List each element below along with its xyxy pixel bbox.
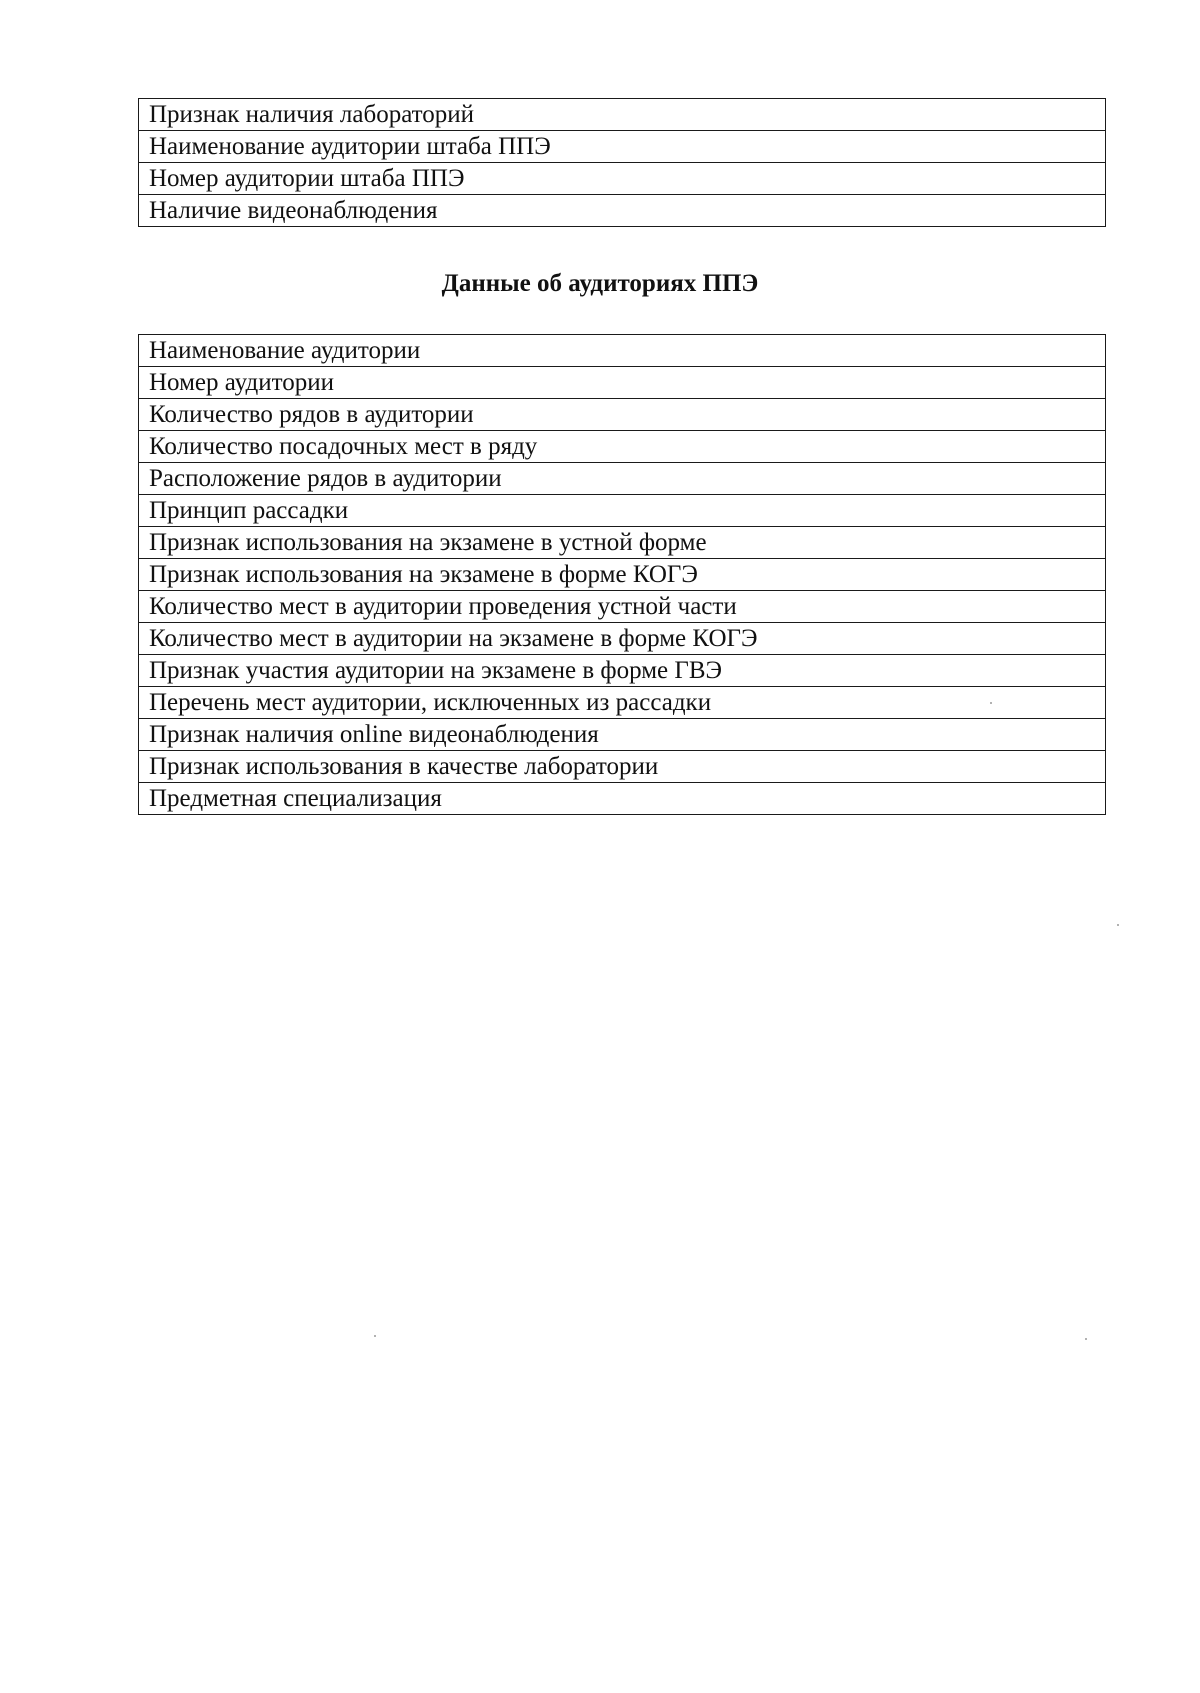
table-cell: Количество рядов в аудитории [139, 399, 1106, 431]
table-row [139, 719, 1106, 751]
table-row [139, 99, 1106, 131]
table-cell: Предметная специализация [139, 783, 1106, 815]
table-row [139, 527, 1106, 559]
table-row [139, 495, 1106, 527]
ppe-fields-table [138, 98, 1106, 227]
auditorium-fields-table [138, 334, 1106, 815]
table-row [139, 783, 1106, 815]
table-cell: Перечень мест аудитории, исключенных из рассадки [139, 687, 1106, 719]
table-row [139, 623, 1106, 655]
table-cell: Признак участия аудитории на экзамене в форме ГВЭ [139, 655, 1106, 687]
table-cell: Наименование аудитории [139, 335, 1106, 367]
table-cell: Номер аудитории [139, 367, 1106, 399]
table-cell: Признак наличия online видеонаблюдения [139, 719, 1106, 751]
table-row [139, 431, 1106, 463]
table-row [139, 463, 1106, 495]
table-row [139, 163, 1106, 195]
scan-speck [1117, 924, 1119, 926]
scan-speck [374, 1335, 376, 1337]
table-cell: Наименование аудитории штаба ППЭ [139, 131, 1106, 163]
table-cell: Количество мест в аудитории на экзамене в форме КОГЭ [139, 623, 1106, 655]
table-row [139, 131, 1106, 163]
table-cell: Признак использования на экзамене в устной форме [139, 527, 1106, 559]
table-cell: Номер аудитории штаба ППЭ [139, 163, 1106, 195]
table-row [139, 367, 1106, 399]
table-cell: Количество мест в аудитории проведения устной части [139, 591, 1106, 623]
table-row [139, 559, 1106, 591]
table-cell: Расположение рядов в аудитории [139, 463, 1106, 495]
table-cell: Признак использования в качестве лаборатории [139, 751, 1106, 783]
scan-speck [1085, 1338, 1087, 1340]
section-heading: Данные об аудиториях ППЭ [441, 270, 759, 297]
table-row [139, 335, 1106, 367]
table-cell: Наличие видеонаблюдения [139, 195, 1106, 227]
table-cell: Признак наличия лабораторий [139, 99, 1106, 131]
table-row [139, 751, 1106, 783]
table-row [139, 687, 1106, 719]
table-cell: Количество посадочных мест в ряду [139, 431, 1106, 463]
table-cell: Принцип рассадки [139, 495, 1106, 527]
table-row [139, 655, 1106, 687]
table-cell: Признак использования на экзамене в форме КОГЭ [139, 559, 1106, 591]
table-row [139, 591, 1106, 623]
scan-speck [990, 702, 992, 704]
table-row [139, 399, 1106, 431]
table-row [139, 195, 1106, 227]
